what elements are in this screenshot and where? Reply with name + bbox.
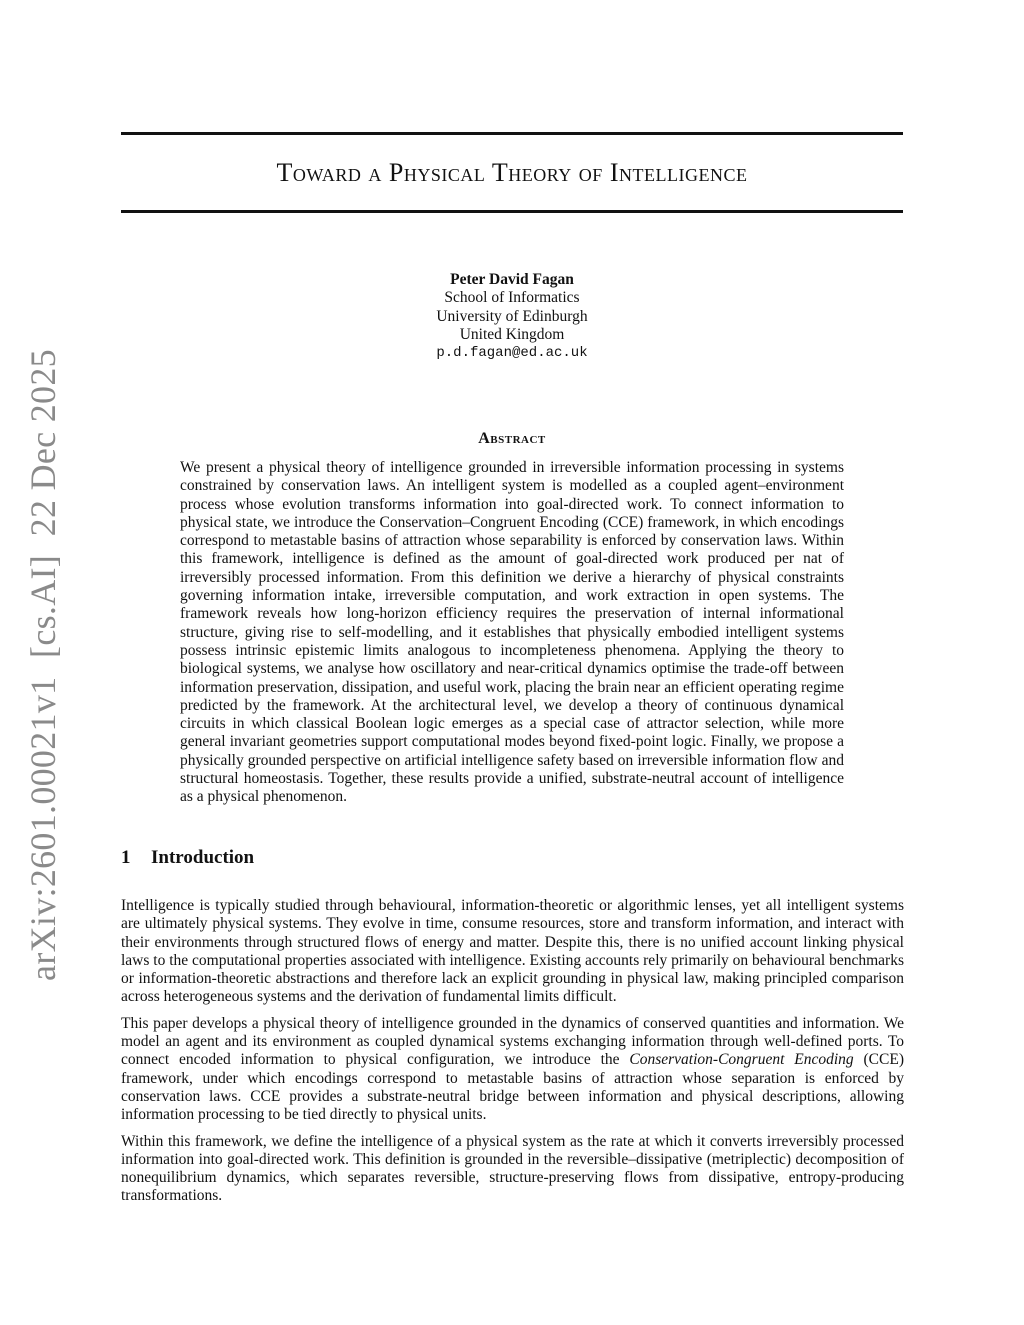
intro-paragraph-2	[121, 1015, 904, 1125]
introduction-body	[121, 897, 904, 1214]
author-department: School of Informatics	[444, 289, 580, 307]
intro-paragraph-2-part-1: This paper develops a physical theory of intelligence grounded in the dynamics of conserved quantities and information. We model an agent and its environment as coupled dynamical systems exchanging information through well-defined ports. To connect encoded information to physical configuration, we introduce the	[121, 1014, 904, 1069]
author-name: Peter David Fagan	[450, 271, 574, 288]
section-heading-introduction	[121, 847, 254, 869]
author-email[interactable]: p.d.fagan@ed.ac.uk	[436, 345, 588, 362]
arxiv-identifier-stamp[interactable]: arXiv:2601.00021v1 [cs.AI] 22 Dec 2025	[23, 349, 63, 981]
author-country: United Kingdom	[459, 325, 565, 343]
abstract-heading: Abstract	[478, 430, 546, 447]
title-top-rule	[121, 132, 903, 135]
paper-title: Toward a Physical Theory of Intelligence	[276, 158, 748, 187]
author-institution: University of Edinburgh	[436, 307, 588, 325]
abstract-text: We present a physical theory of intelligence grounded in irreversible information processing in systems constrained by conservation laws. An intelligent system is modelled as a coupled agent–environment process whose evolution transforms information into goal-directed work. To connect information to physical state, we introduce the Conservation–Congruent Encoding (CCE) framework, in which encodings correspond to metastable basins of attraction whose separability is enforced by conservation laws. Within this framework, intelligence is defined as the amount of goal-directed work produced per nat of irreversibly processed information. From this definition we derive a hierarchy of physical constraints governing information intake, irreversible computation, and work extraction in open systems. The framework reveals how long-horizon efficiency requires the preservation of internal informational structure, giving rise to self-modelling, and it establishes that physically embodied intelligent systems possess intrinsic epistemic limits analogous to incompleteness phenomena. Applying the theory to biological systems, we analyse how oscillatory and near-critical dynamics optimise the trade-off between information preservation, dissipation, and useful work, placing the brain near an efficient operating regime predicted by the framework. At the architectural level, we develop a theory of continuous dynamical circuits in which classical Boolean logic emerges as a special case of attractor selection, while more general invariant geometries support computational modes beyond fixed-point logic. Finally, we propose a physically grounded perspective on artificial intelligence safety based on irreversible information flow and structural homeostasis. Together, these results provide a unified, substrate-neutral account of intelligence as a physical phenomenon.	[180, 459, 844, 806]
author-block	[312, 271, 712, 362]
cce-term-emphasis: Conservation-Congruent Encoding	[629, 1051, 854, 1069]
section-title: Introduction	[151, 847, 255, 868]
intro-paragraph-3: Within this framework, we define the intelligence of a physical system as the rate at which it converts irreversibly processed information into goal-directed work. This definition is grounded in the reversible–dissipative (metriplectic) decomposition of nonequilibrium dynamics, which separates reversible, structure-preserving flows from dissipative, entropy-producing transformations.	[121, 1132, 904, 1205]
section-number: 1	[121, 847, 131, 868]
intro-paragraph-1: Intelligence is typically studied through behavioural, information-theoretic or algorithmic lenses, yet all intelligent systems are ultimately physical systems. They evolve in time, consume resources, store and transform information, and interact with their environments through structured flows of energy and matter. Despite this, there is no unified account linking physical laws to the computational properties associated with intelligence. Existing accounts rely primarily on behavioural benchmarks or information-theoretic abstractions and therefore lack an explicit grounding in physical law, making principled comparison across heterogeneous systems and the derivation of fundamental limits difficult.	[121, 897, 904, 1006]
intro-paragraph-2-part-2: (CCE) framework, under which encodings correspond to metastable basins of attraction whose separation is enforced by conservation laws. CCE provides a substrate-neutral bridge between information and physical descriptions, allowing information processing to be tied directly to physical units.	[121, 1051, 904, 1124]
title-bottom-rule	[121, 210, 903, 213]
